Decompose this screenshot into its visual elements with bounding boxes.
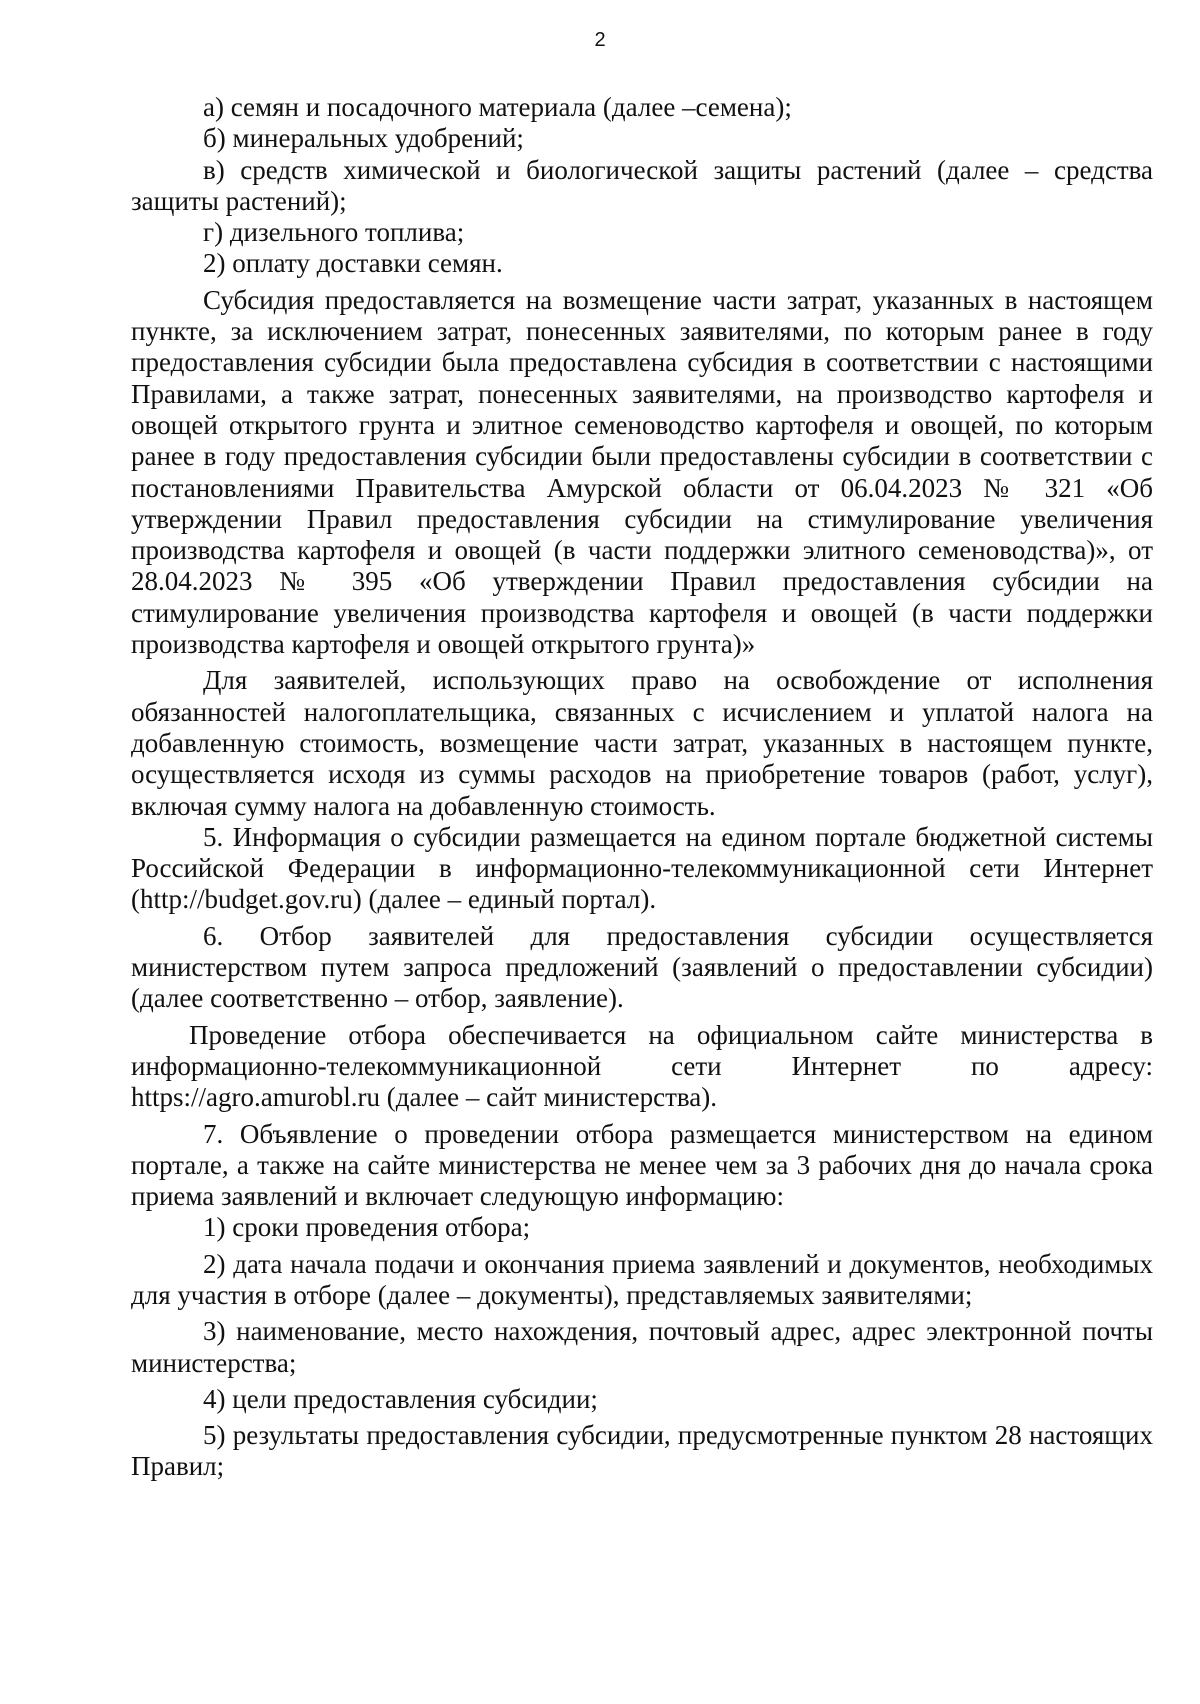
list-item-delivery: 2) оплату доставки семян. bbox=[203, 248, 503, 279]
list-item-seeds: а) семян и посадочного материала (далее –семена); bbox=[203, 92, 792, 122]
paragraph-section-5: 5. Информация о субсидии размещается на едином портале бюджетной системы Российской Федерации в информационно-телекоммуникационной сети Интернет (http://budget.gov.ru) (далее – единый портал). bbox=[131, 821, 1153, 915]
list-item-subsidy-goals: 4) цели предоставления субсидии; bbox=[203, 1383, 598, 1414]
paragraph-subsidy-costs: Субсидия предоставляется на возмещение части затрат, указанных в настоящем пункте, за исключением затрат, понесенных заявителями, по которым ранее в году предоставления субсидии была предоставлена субсидия в соответствии с настоящими Правилами, а также затрат, понесенных заявителями, на производство картофеля и овощей открытого грунта и элитное семеноводство картофеля и овощей, по которым ранее в году предоставления субсидии были предоставлены субсидии в соответствии с постановлениями Правительства Амурской области от 06.04.2023 № 321 «Об утверждении Правил предоставления субсидии на стимулирование увеличения производства картофеля и овощей (в части поддержки элитного семеноводства)», от 28.04.2023 № 395 «Об утверждении Правил предоставления субсидии на стимулирование увеличения производства картофеля и овощей (в части поддержки производства картофеля и овощей открытого грунта)» bbox=[131, 284, 1153, 660]
list-item-diesel: г) дизельного топлива; bbox=[203, 217, 465, 248]
paragraph-section-6: 6. Отбор заявителей для предоставления субсидии осуществляется министерством путем запроса предложений (заявлений о предоставлении субсидии) (далее соответственно – отбор, заявление). bbox=[131, 920, 1153, 1014]
list-item-ministry-contacts: 3) наименование, место нахождения, почтовый адрес, адрес электронной почты министерства; bbox=[131, 1316, 1153, 1378]
paragraph-vat-exempt: Для заявителей, использующих право на освобождение от исполнения обязанностей налогоплательщика, связанных с исчислением и уплатой налога на добавленную стоимость, возмещение части затрат, указанных в настоящем пункте, осуществляется исходя из суммы расходов на приобретение товаров (работ, услуг), включая сумму налога на добавленную стоимость. bbox=[131, 665, 1153, 821]
list-item-subsidy-results: 5) результаты предоставления субсидии, предусмотренные пунктом 28 настоящих Правил; bbox=[131, 1420, 1153, 1482]
page-number: 2 bbox=[594, 29, 606, 51]
paragraph-selection-site: Проведение отбора обеспечивается на официальном сайте министерства в информационно-телекоммуникационной сети Интернет по адресу: https://agro.amurobl.ru (далее – сайт министерства). bbox=[131, 1019, 1153, 1113]
list-item-application-dates: 2) дата начала подачи и окончания приема заявлений и документов, необходимых для участия в отборе (далее – документы), представляемых заявителями; bbox=[131, 1248, 1153, 1310]
list-item-fertilizers: б) минеральных удобрений; bbox=[203, 123, 524, 154]
document-body bbox=[131, 92, 1153, 1483]
paragraph-section-7: 7. Объявление о проведении отбора размещается министерством на едином портале, а также на сайте министерства не менее чем за 3 рабочих дня до начала срока приема заявлений и включает следующую информацию: bbox=[131, 1118, 1153, 1212]
list-item-plant-protection: в) средств химической и биологической защиты растений (далее – средства защиты растений); bbox=[131, 154, 1153, 216]
list-item-selection-dates: 1) сроки проведения отбора; bbox=[203, 1212, 531, 1243]
